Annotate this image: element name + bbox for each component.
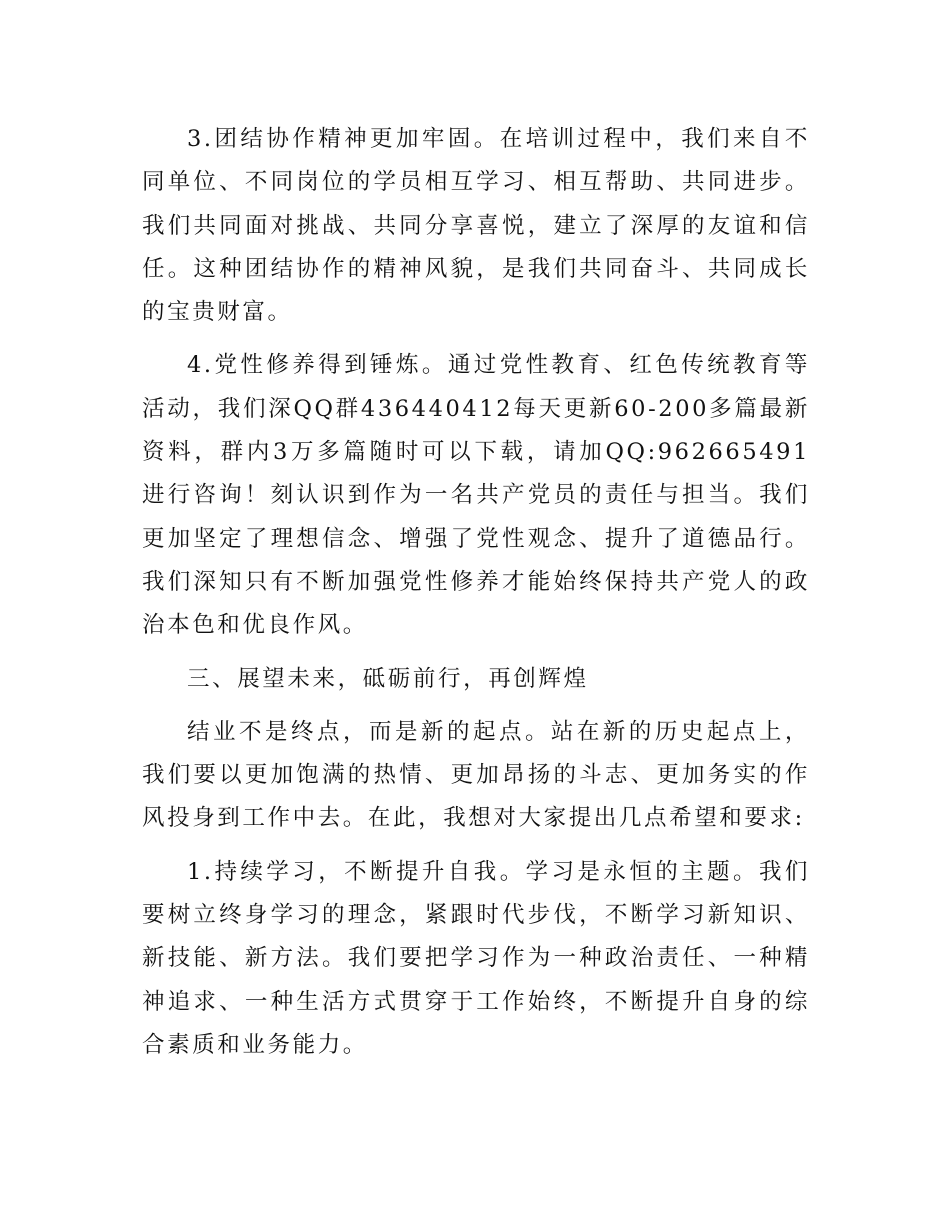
section-heading: 三、展望未来，砥砺前行，再创辉煌	[187, 665, 589, 692]
document-page	[142, 118, 810, 1077]
paragraph-new-start: 结业不是终点，而是新的起点。站在新的历史起点上，我们要以更加饱满的热情、更加昂扬的斗志、更加务实的作风投身到工作中去。在此，我想对大家提出几点希望和要求:	[142, 718, 810, 832]
paragraph-continuous-learning: 1.持续学习，不断提升自我。学习是永恒的主题。我们要树立终身学习的理念，紧跟时代步伐，不断学习新知识、新技能、新方法。我们要把学习作为一种政治责任、一种精神追求、一种生活方式贯穿于工作始终，不断提升自身的综合素质和业务能力。	[142, 858, 810, 1058]
paragraph-party-spirit: 4.党性修养得到锤炼。通过党性教育、红色传统教育等活动，我们深QQ群436440412每天更新60-200多篇最新资料，群内3万多篇随时可以下载，请加QQ:962665491进行咨询！刻认识到作为一名共产党员的责任与担当。我们更加坚定了理想信念、增强了党性观念、提升了道德品行。我们深知只有不断加强党性修养才能始终保持共产党人的政治本色和优良作风。	[142, 352, 810, 639]
paragraph-teamwork: 3.团结协作精神更加牢固。在培训过程中，我们来自不同单位、不同岗位的学员相互学习、相互帮助、共同进步。我们共同面对挑战、共同分享喜悦，建立了深厚的友谊和信任。这种团结协作的精神风貌，是我们共同奋斗、共同成长的宝贵财富。	[142, 126, 810, 326]
